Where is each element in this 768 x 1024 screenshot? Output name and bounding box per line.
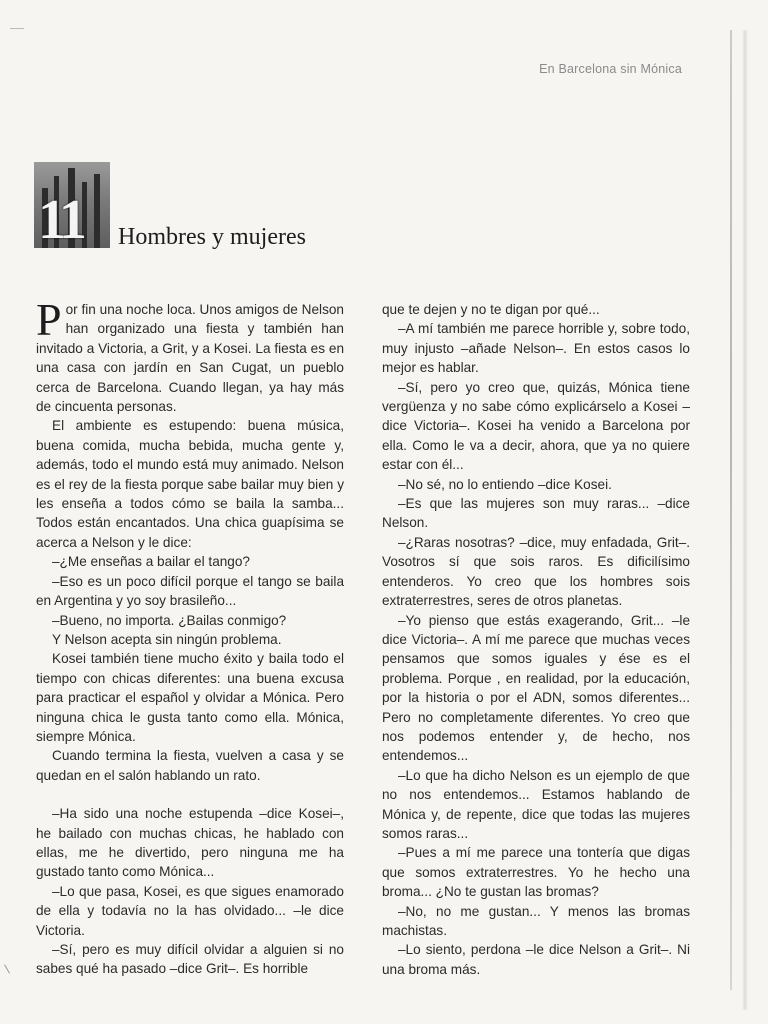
paragraph: –¿Me enseñas a bailar el tango? xyxy=(52,554,250,570)
paragraph: –No, no me gustan... Y menos las bromas machistas. xyxy=(382,903,690,938)
paragraph: –Bueno, no importa. ¿Bailas conmigo? xyxy=(52,612,287,628)
paragraph: –Sí, pero yo creo que, quizás, Mónica tiene vergüenza y no sabe cómo explicárselo a Kosei –dice Victoria–. Kosei ha venido a Barcelona por ella. Como le va a decir, ahora, que ya no quiere estar con él... xyxy=(382,379,690,473)
paragraph: –Lo que ha dicho Nelson es un ejemplo de que no nos entendemos... Estamos hablando de Mónica y, de repente, dice que todas las mujeres somos raras... xyxy=(382,767,690,841)
paragraph: –A mí también me parece horrible y, sobre todo, muy injusto –añade Nelson–. En estos casos lo mejor es hablar. xyxy=(382,321,690,376)
paragraph: El ambiente es estupendo: buena música, buena comida, mucha bebida, mucha gente y, además, todo el mundo está muy animado. Nelson es el rey de la fiesta porque sabe bailar muy bien y les enseña a todos cómo se baila la samba... Todos están encantados. Una chica guapísima se acerca a Nelson y le dice: xyxy=(36,418,344,550)
paragraph: –Yo pienso que estás exagerando, Grit... –le dice Victoria–. A mí me parece que muchas veces pensamos que somos iguales y ése es el problema. Porque , en realidad, por la educación, por la historia o por el ADN, somos diferentes... Pero no completamente diferentes. Yo creo que nos podemos entender y, de hecho, nos entendemos... xyxy=(382,612,690,764)
page-binding-edge xyxy=(730,30,732,990)
running-head: En Barcelona sin Mónica xyxy=(539,62,682,76)
paragraph: –Es que las mujeres son muy raras... –dice Nelson. xyxy=(382,496,690,531)
paragraph: Kosei también tiene mucho éxito y baila todo el tiempo con chicas diferentes: una buena excusa para practicar el español y olvidar a Mónica. Pero ninguna chica le gusta tanto como ella. Mónica, siempre Mónica. xyxy=(36,651,344,744)
scan-mark xyxy=(4,960,17,973)
paragraph: –Eso es un poco difícil porque el tango se baila en Argentina y yo soy brasileño... xyxy=(36,573,344,609)
paragraph: –Lo que pasa, Kosei, es que sigues enamorado de ella y todavía no la has olvidado... –le dice Victoria. xyxy=(36,883,344,938)
paragraph: –Ha sido una noche estupenda –dice Kosei–, he bailado con muchas chicas, he hablado con ellas, me he divertido, pero ninguna me ha gustado tanto como Mónica... xyxy=(36,806,344,880)
paragraph: Y Nelson acepta sin ningún problema. xyxy=(52,631,282,647)
right-text-column xyxy=(382,300,690,979)
drop-cap: P xyxy=(36,294,62,345)
paragraph: –Pues a mí me parece una tontería que digas que somos extraterrestres. Yo he hecho una broma... ¿No te gustan las bromas? xyxy=(382,845,690,900)
paragraph: Por fin una noche loca. Unos amigos de Nelson han organizado una fiesta y también han invitado a Victoria, a Grit, y a Kosei. La fiesta es en una casa con jardín en San Cugat, un pueblo cerca de Barcelona. Cuando llegan, ya hay más de cincuenta personas. xyxy=(36,294,344,415)
paragraph: que te dejen y no te digan por qué... xyxy=(382,302,600,317)
scan-mark xyxy=(10,28,24,29)
chapter-number-image xyxy=(34,162,110,248)
chapter-title: Hombres y mujeres xyxy=(118,224,306,250)
paragraph: –Sí, pero es muy difícil olvidar a alguien si no sabes qué ha pasado –dice Grit–. Es horrible xyxy=(36,942,344,977)
paragraph: Cuando termina la fiesta, vuelven a casa y se quedan en el salón hablando un rato. xyxy=(36,748,344,783)
paragraph: –No sé, no lo entiendo –dice Kosei. xyxy=(398,476,612,492)
page-binding-shadow xyxy=(742,30,748,1010)
chapter-number: 11 xyxy=(38,189,83,248)
left-text-column xyxy=(36,294,344,979)
paragraph: –Lo siento, perdona –le dice Nelson a Grit–. Ni una broma más. xyxy=(382,942,690,977)
paragraph: –¿Raras nosotras? –dice, muy enfadada, Grit–. Vosotros sí que sois raros. Es dificilísimo entenderos. Yo creo que los hombres sois extraterrestres, seres de otros planetas. xyxy=(382,534,690,609)
